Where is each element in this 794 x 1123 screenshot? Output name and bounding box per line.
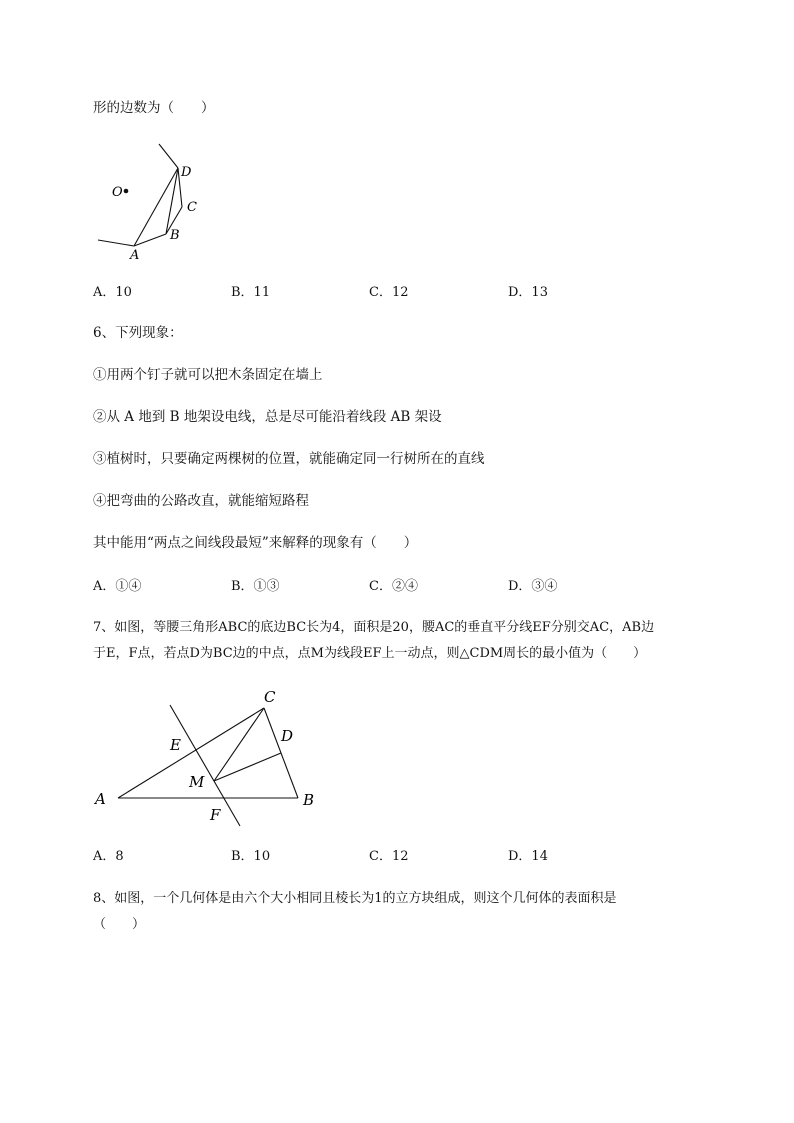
q6-stem: 6、下列现象： — [93, 325, 183, 341]
q5-option-d: D．13 — [508, 285, 548, 300]
q6-option-c: C．②④ — [369, 579, 418, 594]
q7-label-b: B — [303, 791, 315, 809]
q5-option-c: C．12 — [369, 285, 409, 300]
q6-option-d: D．③④ — [508, 579, 558, 594]
q8-stem-line-1: 8、如图，一个几何体是由六个大小相同且棱长为1的立方块组成，则这个几何体的表面积是 — [93, 891, 617, 906]
q7-label-e: E — [170, 736, 181, 754]
q7-option-c: C．12 — [369, 849, 409, 864]
q7-option-a: A．8 — [93, 849, 124, 864]
q7-label-d: D — [281, 727, 294, 745]
q7-line-ef — [170, 705, 240, 826]
q7-label-f: F — [210, 806, 221, 824]
q5-label-d: D — [181, 165, 192, 180]
q6-option-a: A．①④ — [93, 579, 142, 594]
q5-label-o: O — [112, 185, 123, 200]
q6-item-4: ④把弯曲的公路改直，就能缩短路程 — [93, 493, 309, 509]
q6-question: 其中能用“两点之间线段最短”来解释的现象有（ ） — [93, 535, 418, 551]
q6-item-2: ②从 A 地到 B 地架设电线，总是尽可能沿着线段 AB 架设 — [93, 409, 442, 425]
q5-option-a: A．10 — [93, 285, 132, 300]
q6-item-1: ①用两个钉子就可以把木条固定在墙上 — [93, 367, 323, 383]
q7-label-a: A — [95, 790, 106, 808]
q7-stem-line-2: 于E，F点，若点D为BC边的中点，点M为线段EF上一动点，则△CDM周长的最小值为（ ） — [93, 646, 647, 661]
q5-center-point-o — [124, 189, 129, 194]
q7-option-d: D．14 — [508, 849, 548, 864]
q5-label-b: B — [170, 228, 180, 243]
q7-option-b: B．10 — [231, 849, 271, 864]
q5-option-b: B．11 — [231, 285, 271, 300]
q5-edge-top — [159, 144, 178, 168]
q7-label-m: M — [189, 773, 205, 791]
q5-label-a: A — [130, 248, 140, 263]
q7-stem-line-1: 7、如图，等腰三角形ABC的底边BC长为4，面积是20，腰AC的垂直平分线EF分别交AC，AB边 — [93, 620, 655, 635]
q5-edge-ab — [134, 234, 166, 246]
q7-triangle-figure — [90, 683, 330, 833]
q5-edge-left — [98, 240, 134, 246]
q5-stem-tail: 形的边数为（ ） — [93, 100, 215, 116]
q7-label-c: C — [264, 688, 276, 706]
q5-label-c: C — [187, 200, 197, 215]
q5-polygon-figure — [92, 136, 232, 266]
q6-option-b: B．①③ — [231, 579, 280, 594]
q8-stem-line-2: （ ） — [93, 917, 146, 932]
q6-item-3: ③植树时，只要确定两棵树的位置，就能确定同一行树所在的直线 — [93, 451, 485, 467]
